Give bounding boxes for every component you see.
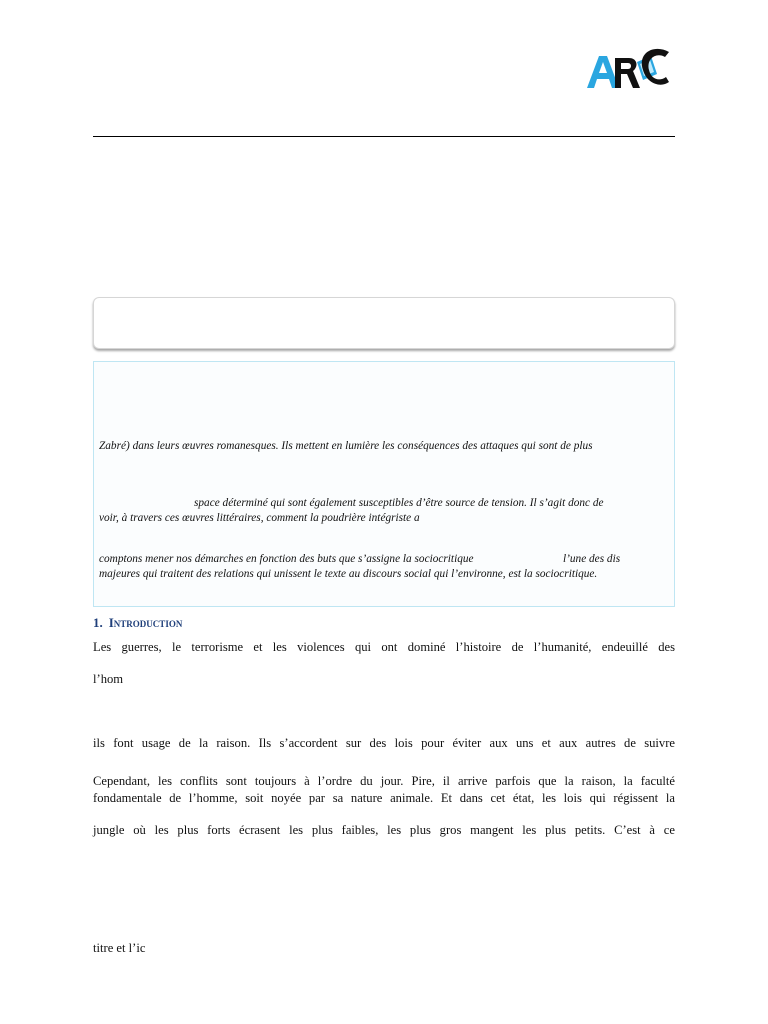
section-title: Introduction [108,615,183,630]
body-text-line: ils font usage de la raison. Ils s’accordent sur des lois pour éviter aux uns et aux autres de suivre [93,736,675,750]
body-text-line: Cependant, les conflits sont toujours à l’ordre du jour. Pire, il arrive parfois que la raison, la faculté [93,774,675,788]
abstract-line: space déterminé qui sont également susceptibles d’être source de tension. Il s’agit donc de [194,497,604,509]
section-number: 1. [93,615,103,630]
abstract-line: Zabré) dans leurs œuvres romanesques. Ils mettent en lumière les conséquences des attaques qui sont de plus [99,440,593,452]
body-text-line: Les guerres, le terrorisme et les violences qui ont dominé l’histoire de l’humanité, endeuillé des [93,640,675,654]
arc-logo [585,44,671,90]
abstract-line: comptons mener nos démarches en fonction des buts que s’assigne la sociocritique [99,553,474,565]
abstract-line: voir, à travers ces œuvres littéraires, comment la poudrière intégriste a [99,512,420,524]
header-rule [93,136,675,137]
section-heading [93,615,182,631]
abstract-line: l’une des dis [563,553,621,565]
title-box [93,297,675,349]
body-text-line: jungle où les plus forts écrasent les plus faibles, les plus gros mangent les plus petits. C’est à ce [93,823,675,837]
abstract-line: majeures qui traitent des relations qui unissent le texte au discours social qui l’environne, est la sociocritique. [99,568,598,580]
body-text-line: l’hom [93,672,124,686]
abstract-box [93,361,675,607]
body-text-line: titre et l’ic [93,941,146,955]
body-text-line: fondamentale de l’homme, soit noyée par sa nature animale. Et dans cet état, les lois qui régissent la [93,791,675,805]
